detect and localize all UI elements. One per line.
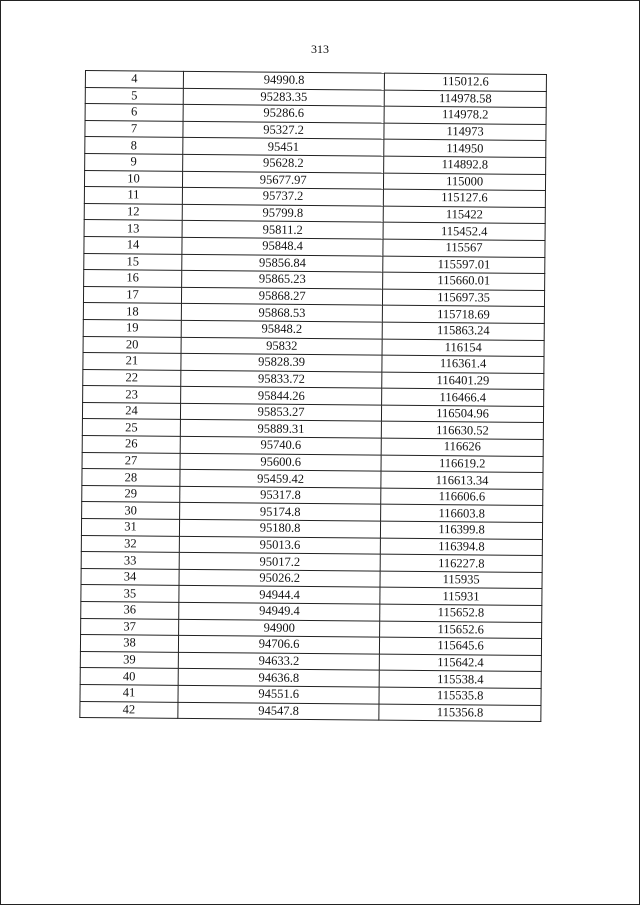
point-number-cell: 26: [82, 436, 180, 453]
x-coordinate-cell: 95013.6: [179, 536, 380, 554]
point-number-cell: 12: [84, 203, 182, 220]
y-coordinate-cell: 114978.2: [384, 106, 546, 124]
x-coordinate-cell: 95848.2: [181, 320, 382, 338]
point-number-cell: 36: [81, 601, 179, 618]
x-coordinate-cell: 95868.27: [181, 287, 382, 305]
y-coordinate-cell: 116626: [381, 438, 543, 456]
page-number: 313: [311, 42, 329, 56]
x-coordinate-cell: 95811.2: [182, 221, 383, 239]
y-coordinate-cell: 116154: [382, 339, 544, 357]
x-coordinate-cell: 95026.2: [179, 569, 380, 587]
y-coordinate-cell: 115863.24: [382, 322, 544, 340]
point-number-cell: 20: [83, 336, 181, 353]
point-number-cell: 21: [83, 353, 181, 370]
x-coordinate-cell: 94944.4: [179, 586, 380, 604]
point-number-cell: 32: [81, 535, 179, 552]
x-coordinate-cell: 95889.31: [180, 420, 381, 438]
y-coordinate-cell: 114973: [384, 123, 546, 141]
x-coordinate-cell: 95283.35: [183, 88, 384, 106]
point-number-cell: 16: [84, 270, 182, 287]
y-coordinate-cell: 115422: [383, 206, 545, 224]
x-coordinate-cell: 94633.2: [178, 652, 379, 670]
x-coordinate-cell: 94990.8: [183, 71, 384, 89]
x-coordinate-cell: 94547.8: [178, 702, 379, 720]
point-number-cell: 31: [81, 519, 179, 536]
y-coordinate-cell: 115642.4: [380, 654, 542, 672]
y-coordinate-cell: 116466.4: [382, 388, 544, 406]
point-number-cell: 19: [83, 319, 181, 336]
y-coordinate-cell: 116401.29: [382, 372, 544, 390]
y-coordinate-cell: 116619.2: [381, 455, 543, 473]
point-number-cell: 38: [80, 635, 178, 652]
x-coordinate-cell: 95628.2: [183, 154, 384, 172]
point-number-cell: 5: [85, 87, 183, 104]
y-coordinate-cell: 115567: [383, 239, 545, 257]
x-coordinate-cell: 95799.8: [182, 204, 383, 222]
coordinates-table: [79, 70, 547, 722]
point-number-cell: 28: [82, 469, 180, 486]
table-row: [80, 701, 541, 722]
x-coordinate-cell: 94636.8: [178, 669, 379, 687]
x-coordinate-cell: 95174.8: [180, 503, 381, 521]
x-coordinate-cell: 94706.6: [178, 636, 379, 654]
x-coordinate-cell: 95459.42: [180, 470, 381, 488]
y-coordinate-cell: 115718.69: [383, 305, 545, 323]
y-coordinate-cell: 115697.35: [383, 289, 545, 307]
y-coordinate-cell: 115000: [384, 173, 546, 191]
point-number-cell: 24: [82, 402, 180, 419]
point-number-cell: 40: [80, 668, 178, 685]
y-coordinate-cell: 115356.8: [379, 704, 541, 722]
point-number-cell: 22: [83, 369, 181, 386]
point-number-cell: 13: [84, 220, 182, 237]
point-number-cell: 30: [82, 502, 180, 519]
y-coordinate-cell: 116394.8: [381, 538, 543, 556]
point-number-cell: 25: [82, 419, 180, 436]
point-number-cell: 17: [83, 286, 181, 303]
point-number-cell: 29: [82, 485, 180, 502]
y-coordinate-cell: 115645.6: [380, 637, 542, 655]
y-coordinate-cell: 116399.8: [381, 521, 543, 539]
point-number-cell: 34: [81, 568, 179, 585]
x-coordinate-cell: 95868.53: [181, 304, 382, 322]
y-coordinate-cell: 115538.4: [379, 670, 541, 688]
point-number-cell: 9: [85, 153, 183, 170]
x-coordinate-cell: 95848.4: [182, 237, 383, 255]
y-coordinate-cell: 114892.8: [384, 156, 546, 174]
y-coordinate-cell: 115452.4: [383, 222, 545, 240]
y-coordinate-cell: 114978.58: [384, 90, 546, 108]
y-coordinate-cell: 116227.8: [380, 554, 542, 572]
y-coordinate-cell: 116613.34: [381, 471, 543, 489]
x-coordinate-cell: 95017.2: [179, 553, 380, 571]
point-number-cell: 33: [81, 552, 179, 569]
x-coordinate-cell: 95677.97: [182, 171, 383, 189]
x-coordinate-cell: 95737.2: [182, 188, 383, 206]
point-number-cell: 8: [85, 137, 183, 154]
x-coordinate-cell: 95865.23: [182, 270, 383, 288]
point-number-cell: 37: [81, 618, 179, 635]
y-coordinate-cell: 116606.6: [381, 488, 543, 506]
x-coordinate-cell: 94551.6: [178, 685, 379, 703]
x-coordinate-cell: 95180.8: [179, 519, 380, 537]
point-number-cell: 14: [84, 236, 182, 253]
point-number-cell: 7: [85, 120, 183, 137]
x-coordinate-cell: 95844.26: [181, 387, 382, 405]
x-coordinate-cell: 94900: [179, 619, 380, 637]
point-number-cell: 18: [83, 303, 181, 320]
y-coordinate-cell: 116504.96: [382, 405, 544, 423]
y-coordinate-cell: 115597.01: [383, 256, 545, 274]
point-number-cell: 4: [85, 71, 183, 88]
y-coordinate-cell: 116630.52: [382, 422, 544, 440]
point-number-cell: 42: [80, 701, 178, 718]
y-coordinate-cell: 115652.6: [380, 621, 542, 639]
y-coordinate-cell: 115652.8: [380, 604, 542, 622]
x-coordinate-cell: 94949.4: [179, 602, 380, 620]
y-coordinate-cell: 115660.01: [383, 272, 545, 290]
y-coordinate-cell: 114950: [384, 139, 546, 157]
point-number-cell: 39: [80, 651, 178, 668]
x-coordinate-cell: 95600.6: [180, 453, 381, 471]
point-number-cell: 11: [84, 187, 182, 204]
x-coordinate-cell: 95828.39: [181, 353, 382, 371]
y-coordinate-cell: 115935: [380, 571, 542, 589]
coordinates-table-body: [80, 71, 547, 722]
y-coordinate-cell: 116361.4: [382, 355, 544, 373]
point-number-cell: 27: [82, 452, 180, 469]
point-number-cell: 6: [85, 104, 183, 121]
point-number-cell: 23: [83, 386, 181, 403]
x-coordinate-cell: 95856.84: [182, 254, 383, 272]
x-coordinate-cell: 95317.8: [180, 486, 381, 504]
y-coordinate-cell: 115012.6: [385, 73, 547, 91]
y-coordinate-cell: 115127.6: [384, 189, 546, 207]
y-coordinate-cell: 115535.8: [379, 687, 541, 705]
point-number-cell: 15: [84, 253, 182, 270]
x-coordinate-cell: 95286.6: [183, 105, 384, 123]
point-number-cell: 35: [81, 585, 179, 602]
x-coordinate-cell: 95832: [181, 337, 382, 355]
x-coordinate-cell: 95853.27: [180, 403, 381, 421]
x-coordinate-cell: 95327.2: [183, 121, 384, 139]
x-coordinate-cell: 95833.72: [181, 370, 382, 388]
y-coordinate-cell: 116603.8: [381, 505, 543, 523]
x-coordinate-cell: 95451: [183, 138, 384, 156]
point-number-cell: 10: [84, 170, 182, 187]
point-number-cell: 41: [80, 684, 178, 701]
y-coordinate-cell: 115931: [380, 588, 542, 606]
x-coordinate-cell: 95740.6: [180, 436, 381, 454]
